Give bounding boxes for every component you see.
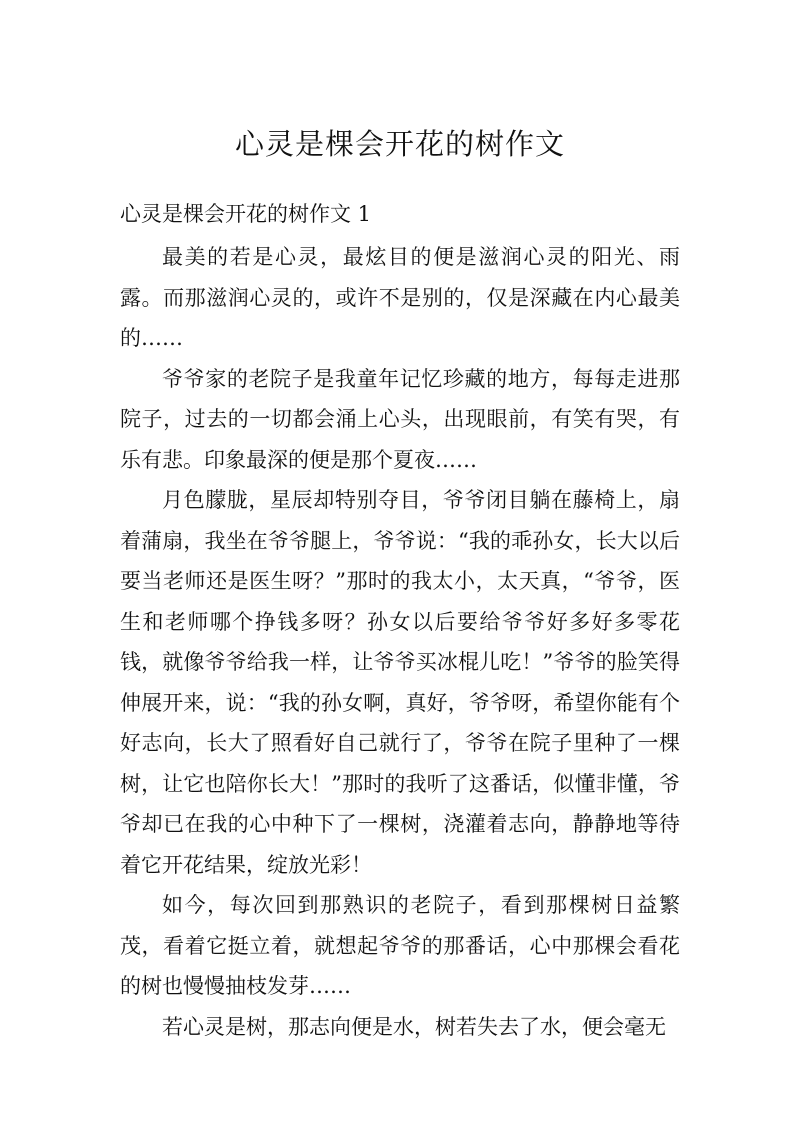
paragraph-3: 月色朦胧，星辰却特别夺目，爷爷闭目躺在藤椅上，扇着蒲扇，我坐在爷爷腿上，爷爷说：“我的乖孙女，长大以后要当老师还是医生呀？”那时的我太小，太天真，“爷爷，医生和老师哪个挣钱多呀？孙女以后要给爷爷好多好多零花钱，就像爷爷给我一样，让爷爷买冰棍儿吃！”爷爷的脸笑得伸展开来，说：“我的孙女啊，真好，爷爷呀，希望你能有个好志向，长大了照看好自己就行了，爷爷在院子里种了一棵树，让它也陪你长大！”那时的我听了这番话，似懂非懂，爷爷却已在我的心中种下了一棵树，浇灌着志向，静静地等待着它开花结果，绽放光彩！ xyxy=(120,488,680,877)
paragraph-4: 如今，每次回到那熟识的老院子，看到那棵树日益繁茂，看着它挺立着，就想起爷爷的那番话，心中那棵会看花的树也慢慢抽枝发芽…… xyxy=(120,893,680,998)
document-title: 心灵是棵会开花的树作文 xyxy=(234,127,565,161)
paragraph-2: 爷爷家的老院子是我童年记忆珍藏的地方，每每走进那院子，过去的一切都会涌上心头，出现眼前，有笑有哭，有乐有悲。印象最深的便是那个夏夜…… xyxy=(120,366,680,472)
paragraph-5: 若心灵是树，那志向便是水，树若失去了水，便会毫无 xyxy=(162,1014,666,1039)
section-heading: 心灵是棵会开花的树作文 1 xyxy=(120,202,372,226)
paragraph-1: 最美的若是心灵，最炫目的便是滋润心灵的阳光、雨露。而那滋润心灵的，或许不是别的，仅是深藏在内心最美的…… xyxy=(120,245,680,350)
document-body xyxy=(120,237,680,1047)
